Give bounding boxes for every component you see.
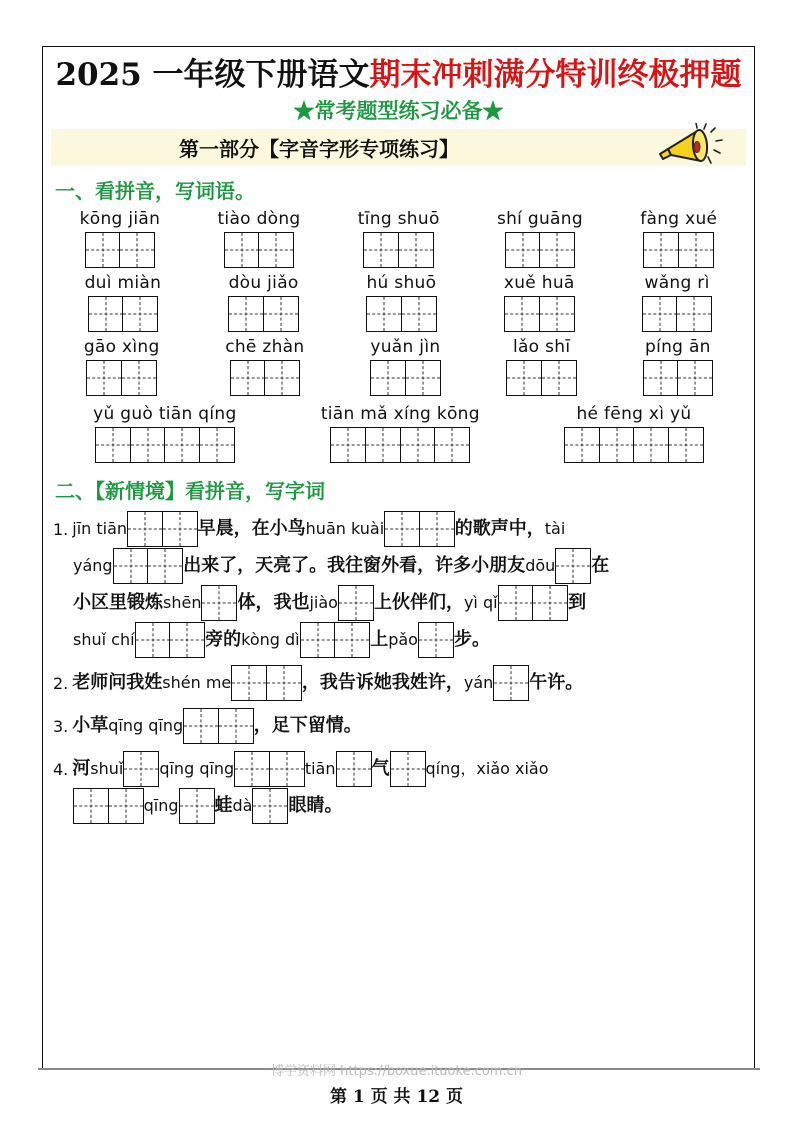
pinyin-item [225, 336, 304, 396]
pinyin-row [51, 208, 746, 268]
grid-cell[interactable] [169, 622, 205, 658]
tianzige-grid[interactable] [643, 360, 714, 396]
tianzige-grid[interactable] [321, 427, 480, 463]
grid-cell[interactable] [677, 360, 713, 396]
grid-cell[interactable] [122, 296, 158, 332]
tianzige-grid[interactable] [504, 296, 575, 332]
pinyin-grid-rows [51, 208, 746, 463]
question-number: 1. [53, 519, 69, 539]
tianzige-grid[interactable] [234, 751, 305, 787]
pinyin-text: yǔ guò tiān qíng [93, 404, 237, 424]
grid-cell[interactable] [130, 427, 166, 463]
question-line [53, 548, 746, 584]
grid-cell[interactable] [498, 585, 534, 621]
grid-cell[interactable] [330, 427, 366, 463]
pinyin-text: kòng dì [241, 630, 300, 649]
watermark: 博学资料网 https://boxue.ituoke.com.cn [271, 1064, 522, 1079]
pinyin-text: píng ān [644, 337, 711, 357]
tianzige-grid[interactable] [564, 427, 704, 463]
pinyin-item [366, 272, 437, 332]
grid-cell[interactable] [555, 548, 591, 584]
question-line [53, 708, 746, 744]
question-line [53, 751, 746, 787]
pinyin-text: tīng shuō [357, 209, 440, 229]
grid-cell[interactable] [164, 427, 200, 463]
grid-cell[interactable] [633, 427, 669, 463]
question-number: 3. [53, 716, 69, 736]
grid-cell[interactable] [108, 788, 144, 824]
tianzige-grid[interactable] [217, 232, 300, 268]
pinyin-text: pǎo [388, 630, 418, 649]
grid-cell[interactable] [179, 788, 215, 824]
question-line [53, 622, 746, 658]
grid-cell[interactable] [234, 751, 270, 787]
question-line [53, 585, 746, 621]
chinese-text: 眼睛。 [288, 795, 343, 816]
page-subtitle: ★常考题型练习必备★ [293, 98, 504, 123]
tianzige-grid[interactable] [127, 511, 198, 547]
pinyin-text: huān kuài [305, 519, 385, 538]
pinyin-item [358, 208, 440, 268]
tianzige-grid[interactable] [123, 751, 159, 787]
page-frame [42, 46, 755, 1070]
pinyin-item [370, 336, 441, 396]
pinyin-text: yuǎn jìn [370, 337, 441, 357]
grid-cell[interactable] [73, 788, 109, 824]
grid-cell[interactable] [434, 427, 470, 463]
chinese-text: 到 [568, 592, 587, 613]
grid-cell[interactable] [599, 427, 635, 463]
tianzige-grid[interactable] [85, 296, 162, 332]
page-number: 第 1 页 共 12 页 [329, 1087, 464, 1107]
grid-cell[interactable] [643, 360, 679, 396]
grid-cell[interactable] [506, 360, 542, 396]
grid-cell[interactable] [390, 751, 426, 787]
grid-cell[interactable] [365, 427, 401, 463]
grid-cell[interactable] [493, 665, 529, 701]
grid-cell[interactable] [370, 360, 406, 396]
chinese-text: 老师问我姓 [72, 672, 163, 693]
tianzige-grid[interactable] [93, 427, 236, 463]
pinyin-row [51, 272, 746, 332]
grid-cell[interactable] [113, 548, 149, 584]
title-black-part: 2025 一年级下册语文 [55, 57, 370, 93]
grid-cell[interactable] [218, 708, 254, 744]
section-two-heading: 二、【新情境】看拼音，写字词 [55, 479, 325, 503]
grid-cell[interactable] [201, 585, 237, 621]
grid-cell[interactable] [532, 585, 568, 621]
grid-cell[interactable] [127, 511, 163, 547]
pinyin-text: hú shuō [366, 273, 437, 293]
pinyin-text: dōu [525, 556, 556, 575]
pinyin-item [642, 272, 713, 332]
pinyin-text: lǎo shī [512, 337, 571, 357]
grid-cell[interactable] [334, 622, 370, 658]
pinyin-text: hé fēng xì yǔ [576, 404, 692, 424]
pinyin-item [84, 336, 160, 396]
pinyin-text: duì miàn [84, 273, 162, 293]
grid-cell[interactable] [384, 511, 420, 547]
tianzige-grid[interactable] [640, 232, 717, 268]
grid-cell[interactable] [135, 622, 171, 658]
pinyin-item [217, 208, 300, 268]
pinyin-text: tiào dòng [217, 209, 301, 229]
pinyin-text: tài [544, 519, 566, 538]
tianzige-grid[interactable] [300, 622, 371, 658]
grid-cell[interactable] [95, 427, 131, 463]
chinese-text: 河 [72, 758, 91, 779]
chinese-text: ，足下留情。 [253, 715, 362, 736]
pinyin-text: kōng jiān [79, 209, 161, 229]
grid-cell[interactable] [86, 360, 122, 396]
pinyin-item [321, 403, 480, 463]
grid-cell[interactable] [88, 296, 124, 332]
pinyin-item [643, 336, 714, 396]
tianzige-grid[interactable] [80, 232, 161, 268]
grid-cell[interactable] [269, 751, 305, 787]
tianzige-grid[interactable] [135, 622, 206, 658]
question-number: 4. [53, 759, 69, 779]
tianzige-grid[interactable] [228, 296, 299, 332]
pinyin-item [85, 272, 162, 332]
tianzige-grid[interactable] [231, 665, 302, 701]
chinese-text: 在 [591, 555, 610, 576]
pinyin-text: xuě huā [503, 273, 575, 293]
question-block [53, 751, 746, 824]
tianzige-grid[interactable] [252, 788, 288, 824]
pinyin-text: wǎng rì [644, 273, 710, 293]
grid-cell[interactable] [418, 622, 454, 658]
grid-cell[interactable] [539, 232, 575, 268]
pinyin-item [228, 272, 299, 332]
pinyin-item [93, 403, 236, 463]
chinese-text: 小草 [72, 715, 109, 736]
chinese-text: 上 [370, 629, 389, 650]
grid-cell[interactable] [199, 427, 235, 463]
tianzige-grid[interactable] [358, 232, 440, 268]
pinyin-row-idioms [51, 403, 746, 463]
grid-cell[interactable] [400, 427, 436, 463]
tianzige-grid[interactable] [201, 585, 237, 621]
chinese-text: 上伙伴们， [373, 592, 464, 613]
tianzige-grid[interactable] [384, 511, 455, 547]
tianzige-grid[interactable] [113, 548, 184, 584]
title-red-part: 期末冲刺满分特训终极押题 [369, 57, 742, 93]
chinese-text: 步。 [453, 629, 490, 650]
grid-cell[interactable] [676, 296, 712, 332]
grid-cell[interactable] [642, 296, 678, 332]
pinyin-text: qīng qīng [159, 759, 235, 778]
grid-cell[interactable] [147, 548, 183, 584]
grid-cell[interactable] [336, 751, 372, 787]
part-one-banner-label: 第一部分【字音字形专项练习】 [179, 137, 459, 161]
chinese-text: 蛙 [214, 795, 233, 816]
grid-cell[interactable] [121, 360, 157, 396]
chinese-text: 出来了，天亮了。我往窗外看，许多小朋友 [183, 555, 526, 576]
grid-cell[interactable] [366, 296, 402, 332]
question-line [53, 665, 746, 701]
pinyin-text: yì qǐ [463, 593, 498, 612]
tianzige-grid[interactable] [418, 622, 454, 658]
grid-cell[interactable] [405, 360, 441, 396]
pinyin-item [497, 208, 583, 268]
grid-cell[interactable] [505, 232, 541, 268]
chinese-text: 午许。 [529, 672, 584, 693]
question-line [53, 788, 746, 824]
pinyin-text: tiān mǎ xíng kōng [320, 404, 480, 424]
section-one-heading: 一、看拼音，写词语。 [55, 179, 255, 203]
grid-cell[interactable] [263, 296, 299, 332]
pinyin-item [504, 272, 575, 332]
tianzige-grid[interactable] [390, 751, 426, 787]
page-inner [43, 47, 754, 1069]
pinyin-text: jīn tiān [72, 519, 128, 538]
grid-cell[interactable] [258, 232, 294, 268]
grid-cell[interactable] [300, 622, 336, 658]
pinyin-text: qīng [143, 796, 179, 815]
pinyin-text: tiān [304, 759, 336, 778]
pinyin-text: fàng xué [640, 209, 718, 229]
grid-cell[interactable] [85, 232, 121, 268]
grid-cell[interactable] [162, 511, 198, 547]
grid-cell[interactable] [504, 296, 540, 332]
pinyin-text: shí guāng [496, 209, 583, 229]
page-title [51, 55, 746, 95]
grid-cell[interactable] [264, 360, 300, 396]
chinese-text: 体，我也 [237, 592, 310, 613]
grid-cell[interactable] [224, 232, 260, 268]
pinyin-text: qīng qīng [108, 716, 184, 735]
grid-cell[interactable] [398, 232, 434, 268]
pinyin-row [51, 336, 746, 396]
grid-cell[interactable] [338, 585, 374, 621]
pinyin-item [640, 208, 717, 268]
chinese-text: 早晨，在小鸟 [197, 518, 306, 539]
pinyin-text: shuǐ chí [73, 630, 135, 649]
chinese-text: 的歌声中， [454, 518, 545, 539]
pinyin-text: chē zhàn [225, 337, 305, 357]
pinyin-text: jiào [309, 593, 338, 612]
pinyin-text: yán [463, 673, 494, 692]
tianzige-grid[interactable] [497, 232, 583, 268]
grid-cell[interactable] [668, 427, 704, 463]
tianzige-grid[interactable] [642, 296, 713, 332]
grid-cell[interactable] [119, 232, 155, 268]
chinese-text: ，我告诉她我姓许， [301, 672, 464, 693]
grid-cell[interactable] [643, 232, 679, 268]
tianzige-grid[interactable] [498, 585, 569, 621]
tianzige-grid[interactable] [84, 360, 160, 396]
chinese-text: 气 [371, 758, 390, 779]
grid-cell[interactable] [678, 232, 714, 268]
pinyin-text: gāo xìng [83, 337, 160, 357]
pinyin-item [506, 336, 577, 396]
question-block [53, 708, 746, 744]
question-line [53, 511, 746, 547]
section-two-questions [51, 511, 746, 824]
tianzige-grid[interactable] [338, 585, 374, 621]
grid-cell[interactable] [541, 360, 577, 396]
pinyin-text: shēn [163, 593, 202, 612]
pinyin-text: dà [232, 796, 253, 815]
pinyin-item [564, 403, 704, 463]
megaphone-icon [654, 123, 724, 171]
chinese-text: 小区里锻炼 [73, 592, 163, 613]
grid-cell[interactable] [123, 751, 159, 787]
tianzige-grid[interactable] [370, 360, 441, 396]
tianzige-grid[interactable] [73, 788, 144, 824]
tianzige-grid[interactable] [183, 708, 254, 744]
question-block [53, 511, 746, 658]
tianzige-grid[interactable] [555, 548, 591, 584]
grid-cell[interactable] [252, 788, 288, 824]
pinyin-text: shuǐ [90, 759, 124, 778]
grid-cell[interactable] [539, 296, 575, 332]
grid-cell[interactable] [231, 665, 267, 701]
grid-cell[interactable] [401, 296, 437, 332]
grid-cell[interactable] [228, 296, 264, 332]
tianzige-grid[interactable] [493, 665, 529, 701]
grid-cell[interactable] [419, 511, 455, 547]
tianzige-grid[interactable] [506, 360, 577, 396]
pinyin-text: dòu jiǎo [228, 273, 299, 293]
tianzige-grid[interactable] [336, 751, 372, 787]
grid-cell[interactable] [230, 360, 266, 396]
grid-cell[interactable] [266, 665, 302, 701]
pinyin-text: shén me [162, 673, 232, 692]
chinese-text: 旁的 [205, 629, 242, 650]
question-block [53, 665, 746, 701]
pinyin-text: yáng [73, 556, 113, 575]
question-number: 2. [53, 673, 69, 693]
tianzige-grid[interactable] [179, 788, 215, 824]
tianzige-grid[interactable] [366, 296, 437, 332]
grid-cell[interactable] [183, 708, 219, 744]
pinyin-text: qíng，xiǎo xiǎo [425, 759, 549, 778]
pinyin-item [80, 208, 161, 268]
grid-cell[interactable] [564, 427, 600, 463]
part-one-banner [51, 129, 746, 166]
tianzige-grid[interactable] [225, 360, 304, 396]
grid-cell[interactable] [363, 232, 399, 268]
